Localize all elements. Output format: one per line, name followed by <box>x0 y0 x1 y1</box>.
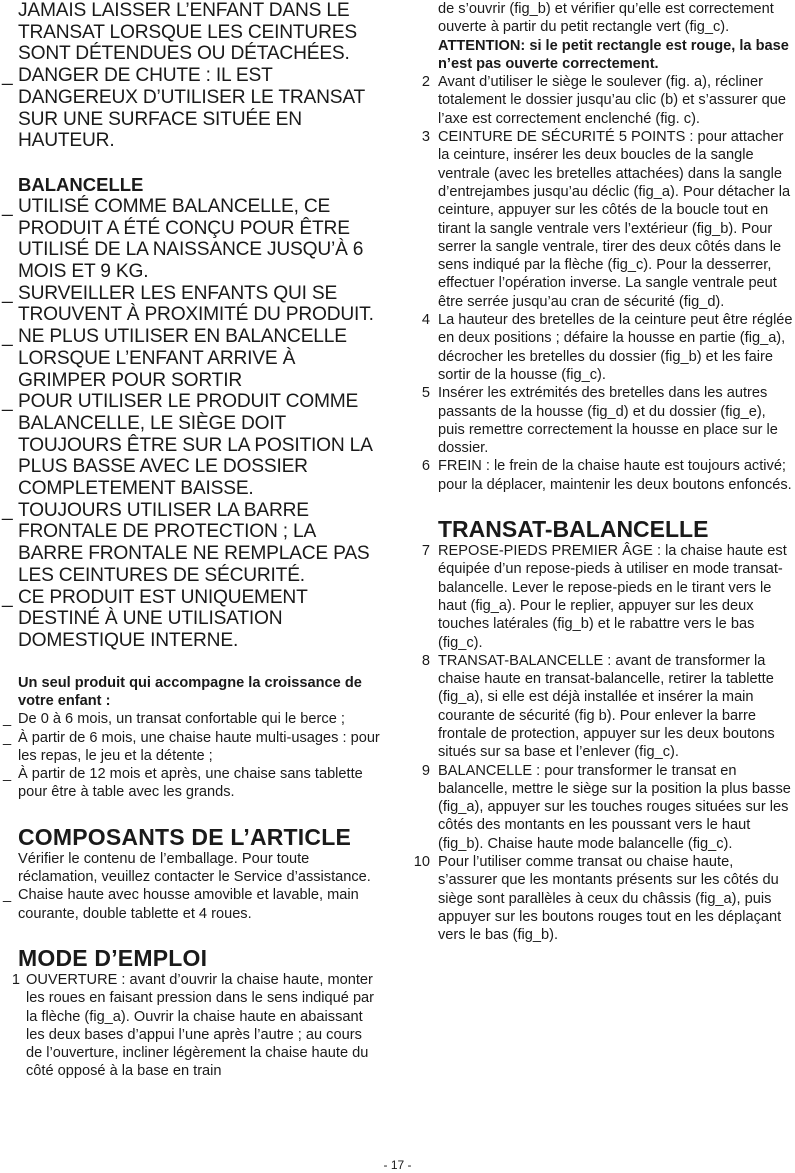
step-item: 5 Insérer les extrémités des bretelles dans les autres passants de la housse (fig_d) et du dossier (fig_e), puis remettre correctement la housse en place sur le dossier. <box>421 385 778 457</box>
mode-emploi-heading: MODE D’EMPLOI <box>18 944 208 971</box>
left-column <box>0 0 380 1081</box>
balancelle-heading: BALANCELLE <box>18 173 144 195</box>
warning-item: _ DANGER DE CHUTE : IL EST DANGEREUX D’UTILISER LE TRANSAT SUR UNE SURFACE SITUÉE EN HAUTEUR. <box>2 65 365 152</box>
step-item: 2 Avant d’utiliser le siège le soulever (fig. a), récliner totalement le dossier jusqu’au clic (b) et s’assurer que l’axe est correctement enclenché (fig. c). <box>421 74 786 127</box>
composants-text: Vérifier le contenu de l’emballage. Pour toute réclamation, veuillez contacter le Service d’assistance. <box>18 850 371 886</box>
right-column <box>410 0 795 945</box>
transat-balancelle-heading: TRANSAT-BALANCELLE <box>438 516 709 543</box>
warning-continued: JAMAIS LAISSER L’ENFANT DANS LE TRANSAT LORSQUE LES CEINTURES SONT DÉTENDUES OU DÉTACHÉES. <box>18 0 357 65</box>
warning-item: _ SURVEILLER LES ENFANTS QUI SE TROUVENT À PROXIMITÉ DU PRODUIT. <box>2 282 374 326</box>
step-item: 8 TRANSAT-BALANCELLE : avant de transformer la chaise haute en transat-balancelle, retirer la tablette (fig_a), si elle est déjà installée et insérer la main courante de sécurité (fig b). Pour enlever la barre frontale de protection, appuyer sur les deux boutons situés sur sa base et l’enlever (fig_c). <box>421 652 775 761</box>
step-item: 4 La hauteur des bretelles de la ceinture peut être réglée en deux positions ; défaire la housse en partie (fig_a), décrocher les bretelles du dossier (fig_b) et les faire sortir de la housse (fig_c). <box>421 312 793 383</box>
product-item: _ De 0 à 6 mois, un transat confortable qui le berce ; <box>3 711 345 728</box>
page-number: - 17 - <box>383 1158 412 1172</box>
warning-item: _ POUR UTILISER LE PRODUIT COMME BALANCELLE, LE SIÈGE DOIT TOUJOURS ÊTRE SUR LA POSITION LA PLUS BASSE AVEC LE DOSSIER COMPLETEMENT BAISSE. <box>2 391 372 500</box>
step-continued: de s’ouvrir (fig_b) et vérifier qu’elle est correctement ouverte à partir du petit rectangle vert (fig_c). ATTENTION: si le petit rectangle est rouge, la base n’est pas ouverte correctement. <box>438 1 789 72</box>
step-item: 1 OUVERTURE : avant d’ouvrir la chaise haute, monter les roues en faisant pression dans le sens indiqué par la flèche (fig_a). Ouvrir la chaise haute en abaissant les deux bases d’appui l’une après l’autre ; au cours de l’ouverture, incliner légèrement la chaise haute du côté opposé à la base en train <box>11 971 375 1080</box>
product-item: _ À partir de 6 mois, une chaise haute multi-usages : pour les repas, le jeu et la détente ; <box>3 729 380 764</box>
warning-item: _ TOUJOURS UTILISER LA BARRE FRONTALE DE PROTECTION ; LA BARRE FRONTALE NE REMPLACE PAS LES CEINTURES DE SÉCURITÉ. <box>2 499 370 586</box>
warning-item: _ UTILISÉ COMME BALANCELLE, CE PRODUIT A ÉTÉ CONÇU POUR ÊTRE UTILISÉ DE LA NAISSANCE JUSQU’À 6 MOIS ET 9 KG. <box>2 195 364 283</box>
product-item: _ À partir de 12 mois et après, une chaise sans tablette pour être à table avec les grands. <box>3 766 363 801</box>
step-item: 9 BALANCELLE : pour transformer le transat en balancelle, mettre le siège sur la position la plus basse (fig_a), appuyer sur les touches rouges situées sur les côtés des montants en les poussant vers le haut (fig_b). Chaise haute mode balancelle (fig_c). <box>421 762 791 852</box>
composants-item: _ Chaise haute avec housse amovible et lavable, main courante, double tablette et 4 roues. <box>3 887 359 922</box>
product-intro: Un seul produit qui accompagne la croissance de votre enfant : <box>18 674 362 709</box>
warning-item: _ NE PLUS UTILISER EN BALANCELLE LORSQUE L’ENFANT ARRIVE À GRIMPER POUR SORTIR <box>2 326 347 391</box>
step-item: 10 Pour l’utiliser comme transat ou chaise haute, s’assurer que les montants présents sur les côtés du siège sont parallèles à ceux du châssis (fig_a), puis appuyer sur les boutons rouges tout en les déplaçant vers le bas (fig_b). <box>413 854 782 944</box>
step-item: 7 REPOSE-PIEDS PREMIER ÂGE : la chaise haute est équipée d’un repose-pieds à utiliser en mode transat-balancelle. Lever le repose-pieds en le tirant vers le haut (fig_a). Pour le replier, appuyer sur les deux touches latérales (fig_b) et le rabattre vers le bas (fig_c). <box>421 543 787 651</box>
warning-item: _ CE PRODUIT EST UNIQUEMENT DESTINÉ À UNE UTILISATION DOMESTIQUE INTERNE. <box>2 586 308 651</box>
step-item: 3 CEINTURE DE SÉCURITÉ 5 POINTS : pour attacher la ceinture, insérer les deux boucles de la sangle ventrale (avec les bretelles attachées) dans la sangle d’entrejambes jusqu’au déclic (fig_a). Pour détacher la ceinture, appuyer sur les côtés de la boucle tout en tirant la sangle ventrale vers l’extérieur (fig_b). Pour serrer la sangle ventrale, tirer des deux côtés dans le sens indiqué par la flèche (fig_c). Pour la desserrer, effectuer l’opération inverse. La sangle ventrale peut être serrée jusqu’au cran de sécurité (fig_d). <box>421 129 791 310</box>
step-item: 6 FREIN : le frein de la chaise haute est toujours activé; pour la déplacer, maintenir les deux boutons enfoncés. <box>421 458 792 493</box>
composants-heading: COMPOSANTS DE L’ARTICLE <box>18 823 352 850</box>
